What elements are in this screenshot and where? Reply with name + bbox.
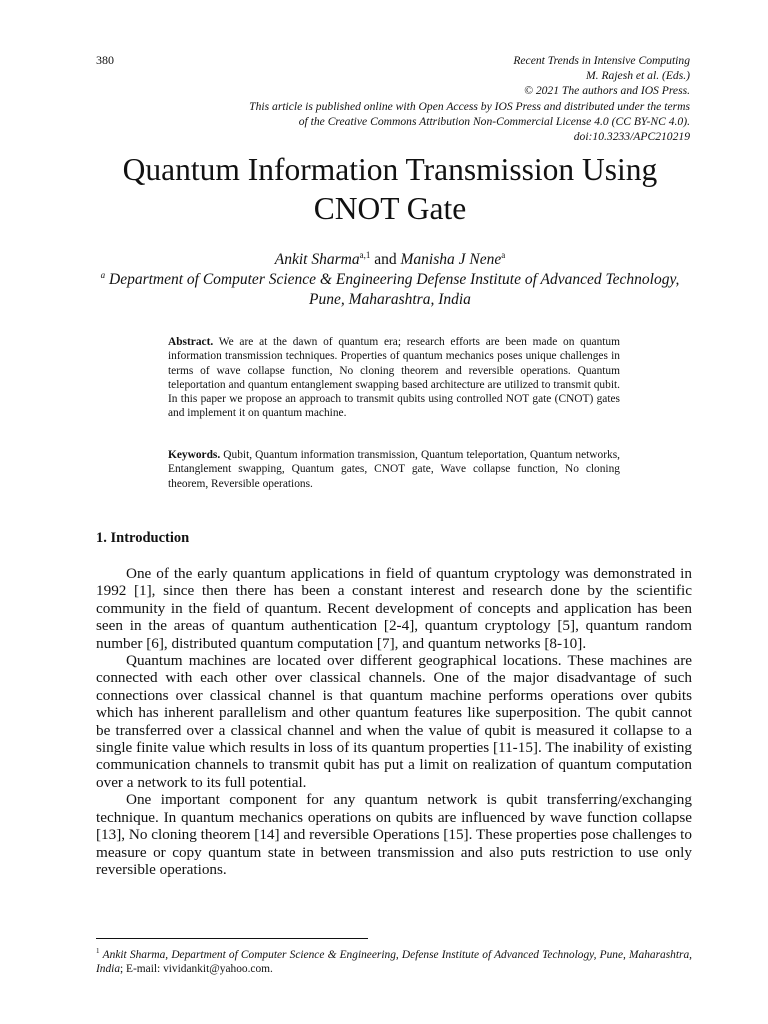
abstract-label: Abstract. bbox=[168, 336, 214, 348]
author-name: Manisha J Nene bbox=[400, 251, 502, 268]
abstract-text: We are at the dawn of quantum era; research efforts are been made on quantum information transmission techniques. Properties of quantum mechanics poses unique challenges in terms of wave collapse function, No cloning theorem and reversible operations. Quantum teleportation and quantum entanglement swapping based architecture are utilized to transmit qubit. In this paper we propose an approach to transmit qubits using controlled NOT gate (CNOT) gates and implement it on quantum machine. bbox=[168, 336, 620, 420]
publication-meta bbox=[130, 53, 690, 144]
meta-line: M. Rajesh et al. (Eds.) bbox=[586, 69, 690, 83]
section-body bbox=[96, 565, 692, 878]
paragraph: Quantum machines are located over different geographical locations. These machines are connected with each other over classical channels. One of the major disadvantage of such connections over classical channel is that quantum machine performs operations over qubits which has inherent parallelism and other quantum features like superposition. The qubit cannot be transferred over a classical channel and when the value of qubit is measured it collapse to a single finite value which results in loss of its quantum properties [11-15]. The inability of existing communication channels to transmit qubit has put a limit on realization of quantum computation over a network to its full potential. bbox=[96, 652, 692, 791]
keywords-text: Qubit, Quantum information transmission, Quantum teleportation, Quantum networks, Entanglement swapping, Quantum gates, CNOT gate, Wave collapse function, No cloning theorem, Reversible operations. bbox=[168, 449, 620, 490]
meta-line: of the Creative Commons Attribution Non-Commercial License 4.0 (CC BY-NC 4.0). bbox=[298, 114, 690, 128]
meta-line: © 2021 The authors and IOS Press. bbox=[524, 84, 690, 98]
affiliation bbox=[100, 265, 680, 310]
footnote bbox=[96, 944, 692, 977]
footnote-marker: 1 bbox=[96, 947, 100, 955]
doi[interactable]: doi:10.3233/APC210219 bbox=[573, 130, 690, 144]
footnote-email[interactable]: ; E-mail: vividankit@yahoo.com. bbox=[120, 963, 273, 976]
meta-line: This article is published online with Open Access by IOS Press and distributed under the terms bbox=[249, 99, 690, 113]
abstract bbox=[168, 335, 620, 421]
keywords bbox=[168, 448, 620, 491]
section-heading: 1. Introduction bbox=[96, 530, 190, 546]
meta-line: Recent Trends in Intensive Computing bbox=[513, 54, 690, 67]
footnote-affiliation: Ankit Sharma, Department of Computer Science & Engineering, Defense Institute of Advanced Technology, Pune, Maharashtra, India bbox=[96, 949, 692, 976]
author-conjunction: and bbox=[374, 251, 397, 268]
page-number: 380 bbox=[96, 53, 114, 67]
paper-title: Quantum Information Transmission Using CNOT Gate bbox=[122, 152, 658, 226]
author-superscript: a bbox=[501, 250, 506, 260]
author-name: Ankit Sharma bbox=[274, 251, 360, 268]
affiliation-superscript: a bbox=[100, 270, 106, 280]
affiliation-text: Department of Computer Science & Engineering Defense Institute of Advanced Technology, Pune, Maharashtra, India bbox=[109, 271, 680, 308]
paragraph: One important component for any quantum network is qubit transferring/exchanging technique. In quantum mechanics operations on qubits are influenced by wave function collapse [13], No cloning theorem [14] and reversible Operations [15]. These properties pose challenges to measure or copy quantum state in between transmission and also puts restriction to use only reversible operations. bbox=[96, 791, 692, 878]
footnote-divider bbox=[96, 938, 368, 939]
author-superscript: a,1 bbox=[359, 250, 371, 260]
keywords-label: Keywords. bbox=[168, 449, 221, 461]
paragraph: One of the early quantum applications in field of quantum cryptology was demonstrated in 1992 [1], since then there has been a constant interest and research done by the scientific community in the field of quantum. Recent development of concepts and application has been seen in the areas of quantum authentication [2-4], quantum cryptology [5], quantum random number [6], distributed quantum computation [7], and quantum networks [8-10]. bbox=[96, 565, 692, 652]
